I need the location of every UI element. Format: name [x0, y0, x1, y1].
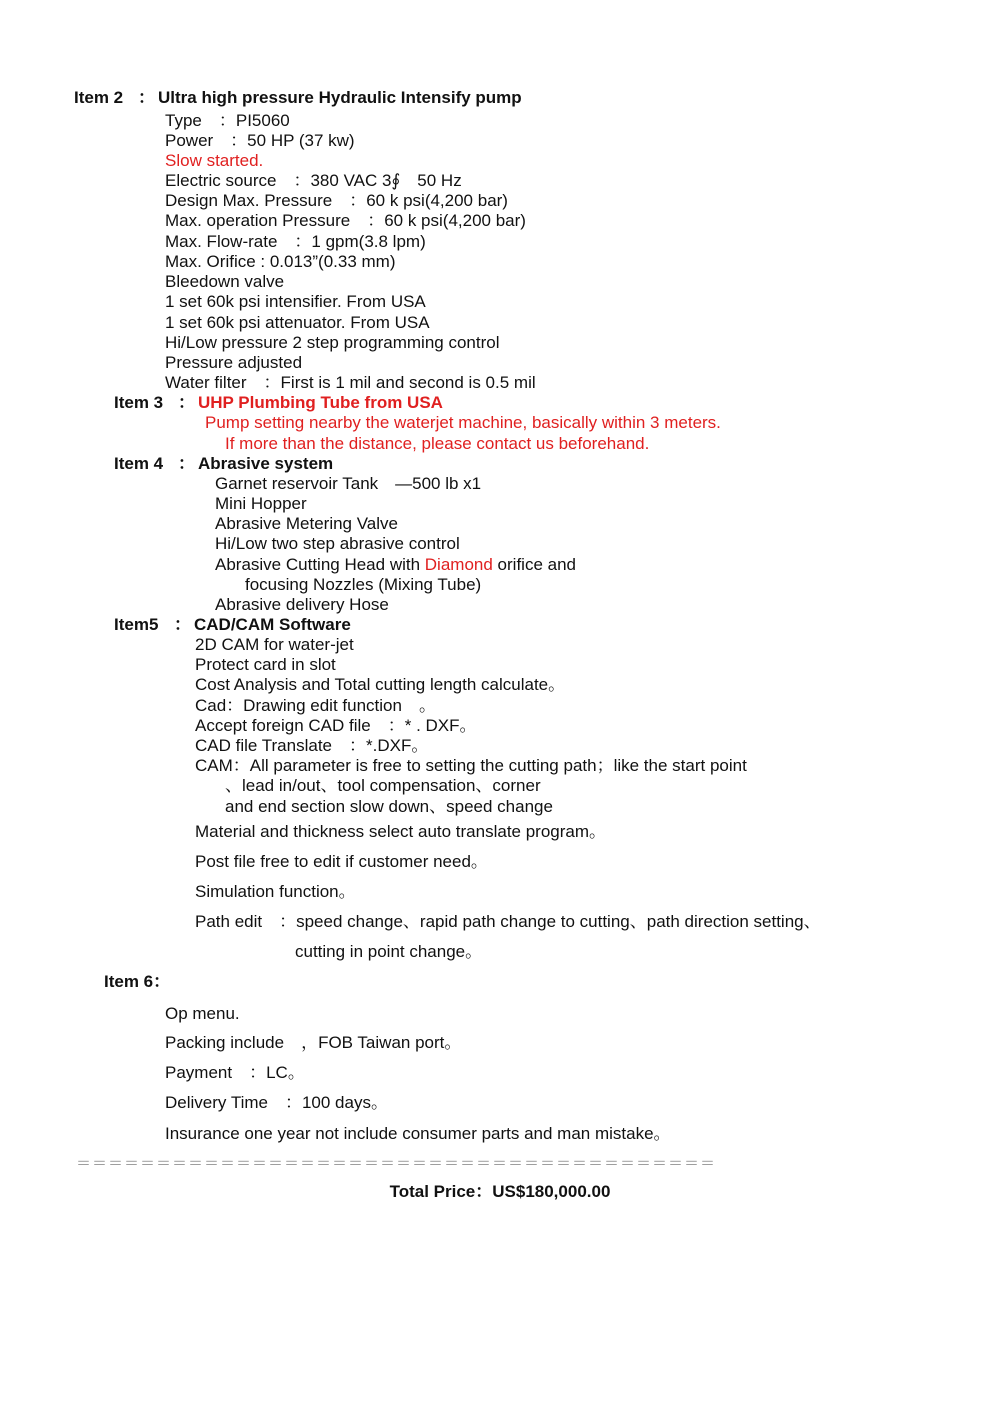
total-price: Total Price：US$180,000.00 [389, 1182, 611, 1201]
item5-label: Item5 [114, 615, 159, 634]
spec-design-pressure: Design Max. Pressure ：60 k psi(4,200 bar) [165, 191, 508, 210]
spec-payment: Payment ：LC。 [165, 1063, 305, 1082]
spec-packing: Packing include ，FOB Taiwan port。 [165, 1033, 462, 1052]
spec-cam-parameters: CAM：All parameter is free to setting the cutting path；like the start point [195, 756, 747, 775]
item2-colon: ： [138, 88, 155, 107]
spec-metering-valve: Abrasive Metering Valve [215, 514, 398, 533]
spec-cam-slowdown: and end section slow down、speed change [225, 797, 553, 816]
spec-abrasive-control: Hi/Low two step abrasive control [215, 534, 460, 553]
spec-flow-rate: Max. Flow-rate ：1 gpm(3.8 lpm) [165, 232, 426, 251]
item2-label: Item 2 [74, 88, 124, 107]
spec-op-menu: Op menu. [165, 1004, 240, 1023]
spec-simulation: Simulation function。 [195, 882, 356, 901]
separator-line: ＝＝＝＝＝＝＝＝＝＝＝＝＝＝＝＝＝＝＝＝＝＝＝＝＝＝＝＝＝＝＝＝＝＝＝＝＝＝＝＝ [76, 1154, 717, 1170]
spec-cad-translate: CAD file Translate ：*.DXF。 [195, 736, 429, 755]
spec-water-filter: Water filter ：First is 1 mil and second is 0.5 mil [165, 373, 536, 392]
item5-colon: ： [174, 615, 191, 634]
cutting-head-text: Abrasive Cutting Head with [215, 555, 425, 574]
spec-pressure-adjusted: Pressure adjusted [165, 353, 303, 372]
item3-colon: ： [178, 393, 195, 412]
spec-2d-cam: 2D CAM for water-jet [195, 635, 354, 654]
spec-garnet-tank: Garnet reservoir Tank —500 lb x1 [215, 474, 482, 493]
spec-delivery-time: Delivery Time ：100 days。 [165, 1093, 388, 1112]
cutting-head-text-end: orifice and [492, 555, 576, 574]
spec-orifice: Max. Orifice : 0.013”(0.33 mm) [165, 252, 396, 271]
spec-protect-card: Protect card in slot [195, 655, 336, 674]
item2-title: Ultra high pressure Hydraulic Intensify pump [158, 88, 522, 107]
diamond-highlight: Diamond [424, 555, 493, 574]
spec-power: Power ：50 HP (37 kw) [165, 131, 355, 150]
spec-material-thickness: Material and thickness select auto translate program。 [195, 822, 607, 841]
spec-cutting-in-point: cutting in point change。 [295, 942, 483, 961]
spec-mini-hopper: Mini Hopper [215, 494, 307, 513]
spec-type: Type ：PI5060 [165, 111, 290, 130]
spec-hilow-control: Hi/Low pressure 2 step programming control [165, 333, 500, 352]
spec-foreign-cad: Accept foreign CAD file ：* . DXF。 [195, 716, 477, 735]
spec-focusing-nozzles: focusing Nozzles (Mixing Tube) [245, 575, 482, 594]
spec-electric-source: Electric source ：380 VAC 3∮ 50 Hz [165, 171, 462, 190]
spec-cad-drawing: Cad：Drawing edit function 。 [195, 696, 436, 715]
item3-title: UHP Plumbing Tube from USA [198, 393, 443, 412]
spec-slow-started: Slow started. [165, 151, 264, 170]
spec-path-edit: Path edit ：speed change、rapid path change to cutting、path direction setting、 [195, 912, 821, 931]
item4-colon: ： [178, 454, 195, 473]
item3-note-distance: Pump setting nearby the waterjet machine, basically within 3 meters. [205, 413, 721, 432]
spec-operation-pressure: Max. operation Pressure ：60 k psi(4,200 bar) [165, 211, 526, 230]
spec-delivery-hose: Abrasive delivery Hose [215, 595, 389, 614]
item4-label: Item 4 [114, 454, 164, 473]
item3-label: Item 3 [114, 393, 164, 412]
spec-intensifier: 1 set 60k psi intensifier. From USA [165, 292, 426, 311]
spec-insurance: Insurance one year not include consumer parts and man mistake。 [165, 1124, 671, 1143]
item6-label: Item 6： [104, 972, 171, 991]
item5-title: CAD/CAM Software [194, 615, 351, 634]
spec-attenuator: 1 set 60k psi attenuator. From USA [165, 313, 430, 332]
spec-cost-analysis: Cost Analysis and Total cutting length calculate。 [195, 675, 566, 694]
spec-cutting-head [215, 555, 576, 575]
item3-note-contact: If more than the distance, please contact us beforehand. [225, 434, 650, 453]
spec-post-file: Post file free to edit if customer need。 [195, 852, 488, 871]
spec-bleedown: Bleedown valve [165, 272, 285, 291]
spec-cam-lead: 、lead in/out、tool compensation、corner [225, 776, 541, 795]
item4-title: Abrasive system [198, 454, 334, 473]
